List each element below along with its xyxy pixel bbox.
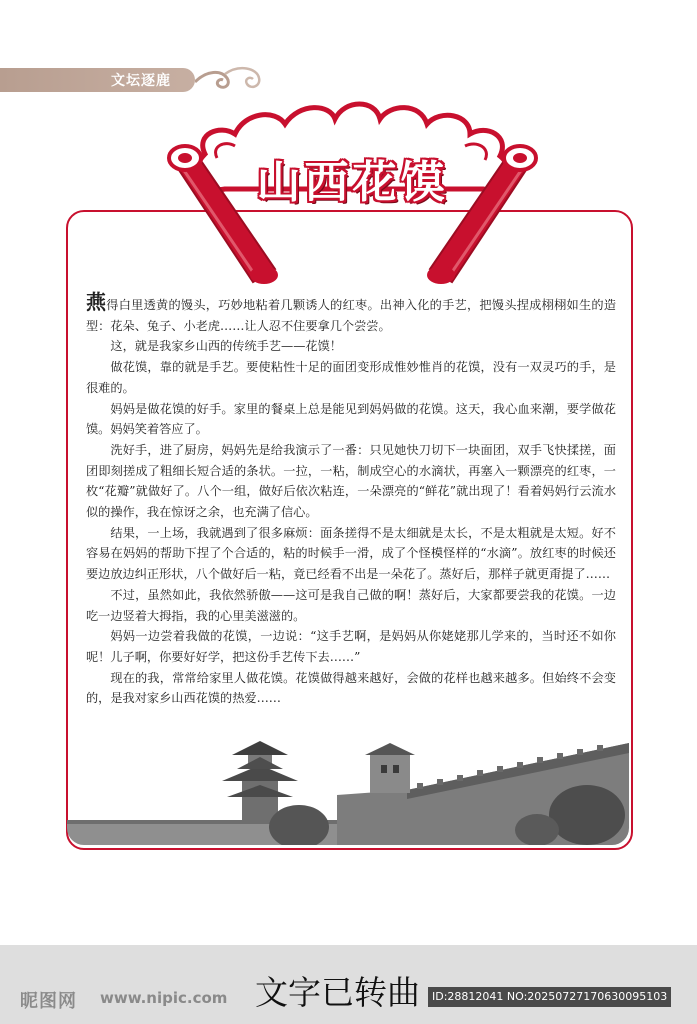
article-body	[86, 292, 616, 709]
paragraph: 妈妈是做花馍的好手。家里的餐桌上总是能见到妈妈做的花馍。这天，我心血来潮，要学做花馍。妈妈笑着答应了。	[86, 401, 616, 437]
city-wall-illustration	[67, 735, 629, 845]
section-tag	[0, 66, 215, 94]
city-wall-image	[67, 735, 629, 845]
paragraph: 这，就是我家乡山西的传统手艺——花馍！	[110, 339, 342, 354]
section-tag-label: 文坛逐鹿	[111, 73, 171, 89]
paragraph: 洗好手，进了厨房，妈妈先是给我演示了一番：只见她快刀切下一块面团，双手飞快揉搓，面团即刻搓成了粗细长短合适的条状。一拉，一粘，制成空心的水滴状，再塞入一颗漂亮的红枣，一枚“花瓣”就做好了。八个一组，做好后依次粘连，一朵漂亮的“鲜花”就出现了！看着妈妈行云流水似的操作，我在惊讶之余，也充满了信心。	[86, 442, 616, 520]
title-scroll	[165, 94, 540, 284]
cloud-swirl-icon	[195, 66, 275, 96]
watermark-footer	[0, 945, 697, 1024]
watermark-url[interactable]: www.nipic.com	[100, 989, 228, 1007]
page-title: 山西花馍	[256, 157, 449, 208]
dropcap: 燕	[86, 290, 107, 314]
paragraph: 做花馍，靠的就是手艺。要使粘性十足的面团变形成惟妙惟肖的花馍，没有一双灵巧的手，是很难的。	[86, 360, 616, 395]
watermark-logo: 昵图网	[20, 991, 77, 1012]
paragraph: 妈妈一边尝着我做的花馍，一边说：“这手艺啊，是妈妈从你姥姥那儿学来的，当时还不如你呢！儿子啊，你要好好学，把这份手艺传下去……”	[86, 629, 616, 664]
paragraph: 结果，一上场，我就遇到了很多麻烦：面条搓得不是太细就是太长，不是太粗就是太短。好不容易在妈妈的帮助下捏了个合适的，粘的时候手一滑，成了个怪模怪样的“水滴”。放红枣的时候还要边放边纠正形状，八个做好后一粘，竟已经看不出是一朵花了。蒸好后，那样子就更甭提了……	[86, 525, 616, 582]
paragraph: 现在的我，常常给家里人做花馍。花馍做得越来越好，会做的花样也越来越多。但始终不会变的，是我对家乡山西花馍的热爱……	[86, 670, 616, 706]
watermark-note: 文字已转曲	[255, 973, 420, 1012]
paragraph	[86, 292, 616, 336]
watermark-id: ID:28812041 NO:20250727170630095103	[428, 987, 671, 1007]
paragraph: 不过，虽然如此，我依然骄傲——这可是我自己做的啊！蒸好后，大家都要尝我的花馍。一边吃一边竖着大拇指，我的心里美滋滋的。	[86, 587, 616, 623]
paragraph-text: 得白里透黄的馒头，巧妙地粘着几颗诱人的红枣。出神入化的手艺，把馒头捏成栩栩如生的造型：花朵、兔子、小老虎……让人忍不住要拿几个尝尝。	[86, 298, 617, 333]
